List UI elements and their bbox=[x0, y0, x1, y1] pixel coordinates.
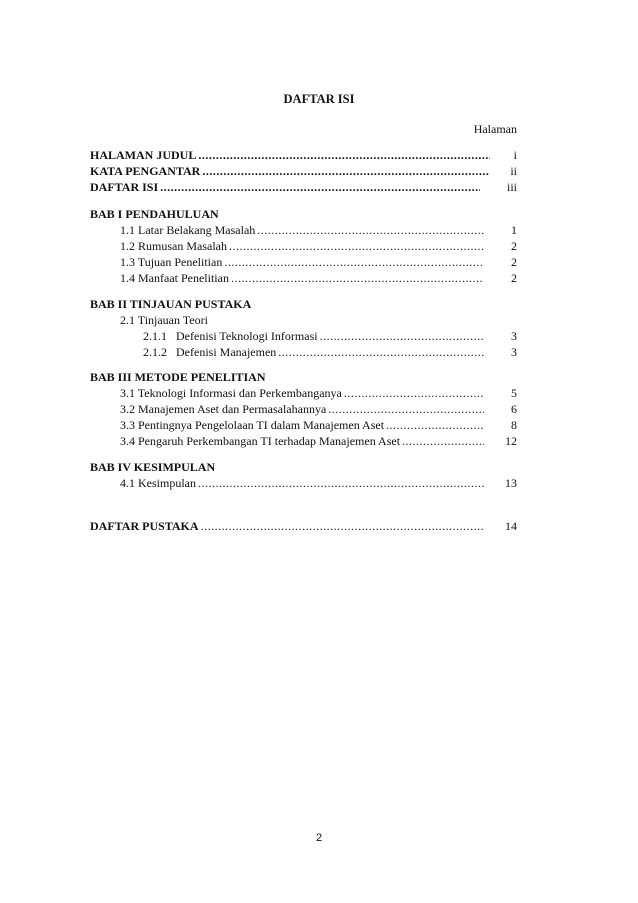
toc-entry-label: 3.3 Pentingnya Pengelolaan TI dalam Manajemen Aset bbox=[120, 418, 385, 432]
toc-entry bbox=[143, 328, 486, 344]
toc-entry-page: 3 bbox=[511, 329, 517, 343]
toc-entry-label: 1.4 Manfaat Penelitian bbox=[120, 271, 229, 285]
toc-entry-page: ii bbox=[510, 164, 517, 178]
toc-entry bbox=[120, 433, 486, 449]
toc-entry-label: 1.3 Tujuan Penelitian bbox=[120, 255, 223, 269]
toc-entry-label: HALAMAN JUDUL bbox=[90, 148, 197, 162]
toc-entry-page: 13 bbox=[505, 476, 517, 490]
toc-entry-label: DAFTAR ISI bbox=[90, 180, 159, 194]
toc-entry-page: iii bbox=[506, 180, 517, 194]
leader-dots bbox=[201, 518, 484, 534]
leader-dots bbox=[198, 475, 484, 491]
toc-entry-page: 2 bbox=[511, 271, 517, 285]
toc-entry bbox=[143, 344, 486, 360]
toc-entry-page: 5 bbox=[511, 386, 517, 400]
toc-entry-page: 2 bbox=[511, 239, 517, 253]
toc-entry-label: 4.1 Kesimpulan bbox=[120, 476, 196, 490]
leader-dots bbox=[344, 385, 484, 401]
toc-entry-page: 1 bbox=[511, 223, 517, 237]
section-heading: 2.1 Tinjauan Teori bbox=[120, 313, 208, 327]
leader-dots bbox=[198, 147, 490, 163]
toc-entry-page: 6 bbox=[511, 402, 517, 416]
toc-entry-page: i bbox=[513, 148, 517, 162]
leader-dots bbox=[257, 222, 484, 238]
toc-entry bbox=[120, 417, 486, 433]
chapter-heading: BAB I PENDAHULUAN bbox=[90, 207, 219, 221]
toc-entry-label: 3.1 Teknologi Informasi dan Perkembanganya bbox=[120, 386, 342, 400]
toc-entry-page: 3 bbox=[511, 345, 517, 359]
toc-entry bbox=[120, 222, 486, 238]
toc-entry-daftar-isi bbox=[90, 179, 482, 195]
toc-entry bbox=[120, 475, 486, 491]
toc-entry-label: 1.2 Rumusan Masalah bbox=[120, 239, 227, 253]
toc-entry bbox=[120, 254, 486, 270]
toc-entry-halaman-judul bbox=[90, 147, 492, 163]
toc-entry-label: 2.1.1 Defenisi Teknologi Informasi bbox=[143, 329, 318, 343]
toc-entry-label: KATA PENGANTAR bbox=[90, 164, 201, 178]
toc-entry-label: 1.1 Latar Belakang Masalah bbox=[120, 223, 256, 237]
toc-entry-label: 3.2 Manajemen Aset dan Permasalahannya bbox=[120, 402, 327, 416]
toc-entry-page: 14 bbox=[505, 519, 517, 533]
page-number: 2 bbox=[315, 832, 323, 844]
leader-dots bbox=[386, 417, 484, 433]
chapter-heading: BAB III METODE PENELITIAN bbox=[90, 370, 266, 384]
toc-entry bbox=[120, 385, 486, 401]
leader-dots bbox=[278, 344, 484, 360]
toc-entry-daftar-pustaka bbox=[90, 518, 486, 534]
toc-entry-page: 8 bbox=[511, 418, 517, 432]
leader-dots bbox=[202, 163, 490, 179]
page-title: DAFTAR ISI bbox=[283, 92, 355, 106]
leader-dots bbox=[320, 328, 484, 344]
toc-entry-kata-pengantar bbox=[90, 163, 492, 179]
toc-entry-label: 3.4 Pengaruh Perkembangan TI terhadap Manajemen Aset bbox=[120, 434, 401, 448]
chapter-heading: BAB II TINJAUAN PUSTAKA bbox=[90, 297, 252, 311]
toc-entry bbox=[120, 238, 486, 254]
toc-entry bbox=[120, 270, 486, 286]
leader-dots bbox=[402, 433, 484, 449]
leader-dots bbox=[160, 179, 480, 195]
leader-dots bbox=[231, 270, 484, 286]
leader-dots bbox=[229, 238, 484, 254]
leader-dots bbox=[328, 401, 484, 417]
toc-entry-label: 2.1.2 Defenisi Manajemen bbox=[143, 345, 277, 359]
toc-entry-page: 12 bbox=[505, 434, 517, 448]
toc-entry-label: DAFTAR PUSTAKA bbox=[90, 519, 199, 533]
page-column-label: Halaman bbox=[473, 122, 517, 136]
toc-entry-page: 2 bbox=[511, 255, 517, 269]
leader-dots bbox=[224, 254, 484, 270]
toc-entry bbox=[120, 401, 486, 417]
chapter-heading: BAB IV KESIMPULAN bbox=[90, 460, 216, 474]
